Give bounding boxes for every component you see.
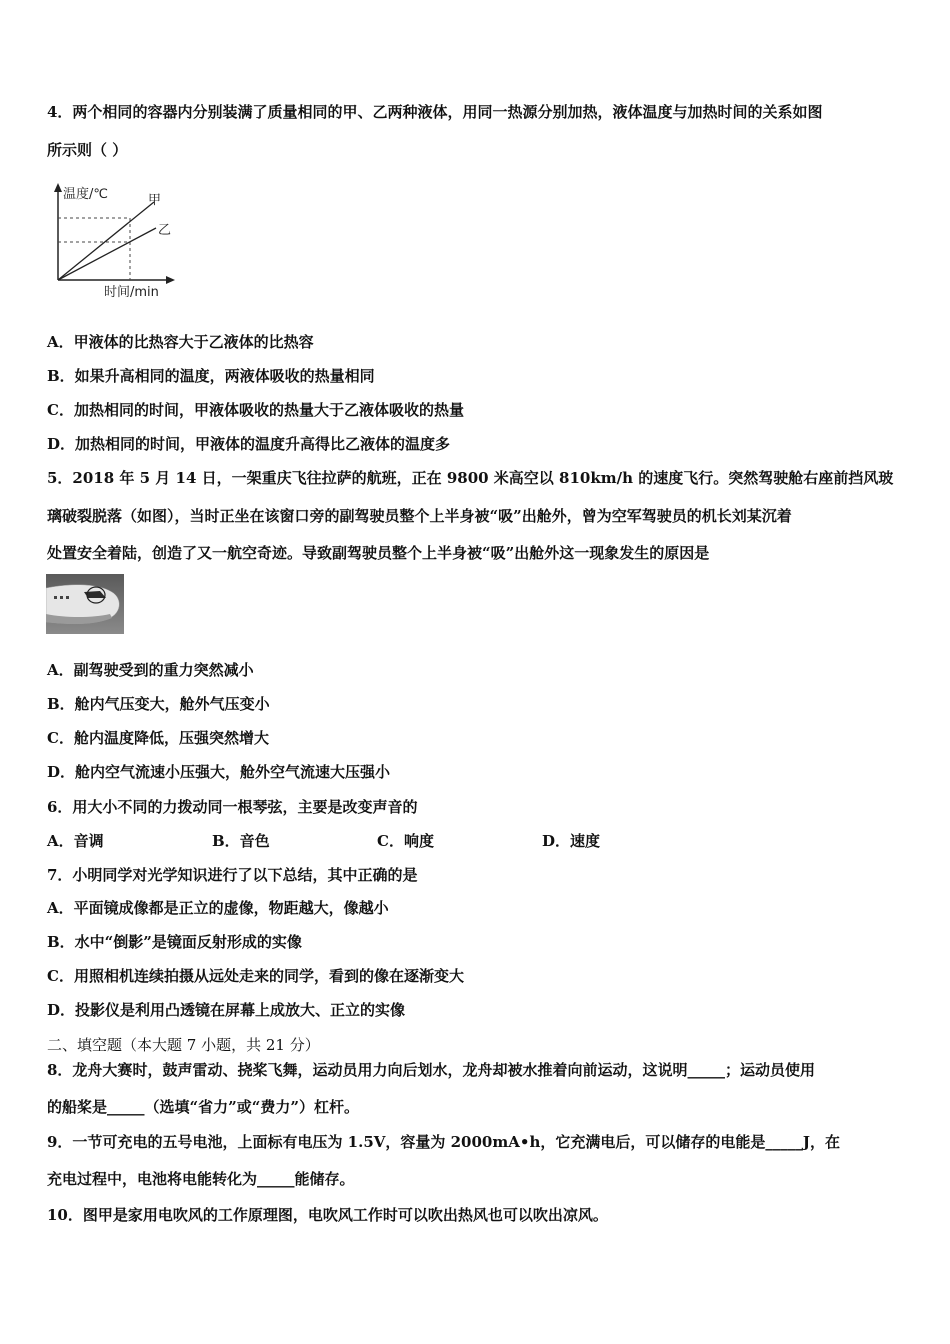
section-heading: 二、填空题（本大题 7 小题，共 21 分）: [47, 1036, 320, 1054]
q5-stem-line1: 5．2018 年 5 月 14 日，一架重庆飞往拉萨的航班，正在 9800 米高空以 810km/h 的速度飞行。突然驾驶舱右座前挡风玻: [47, 469, 894, 487]
q6-option-a: A．音调: [47, 832, 104, 850]
q7-option-a: A．平面镜成像都是正立的虚像，物距越大，像越小: [47, 899, 389, 917]
x-axis-arrow: [166, 276, 175, 284]
q7-option-b: B．水中“倒影”是镜面反射形成的实像: [47, 933, 302, 951]
q7-option-c: C．用照相机连续拍摄从远处走来的同学，看到的像在逐渐变大: [47, 967, 464, 985]
x-axis-label: 时间/min: [104, 285, 159, 300]
q8-line2: 的船桨是_____（选填“省力”或“费力”）杠杆。: [47, 1098, 360, 1116]
q9-line1: 9．一节可充电的五号电池，上面标有电压为 1.5V，容量为 2000mA•h，它充满电后，可以储存的电能是_____J，在: [47, 1133, 840, 1151]
cabin-window: [66, 596, 69, 599]
q4-option-b: B．如果升高相同的温度，两液体吸收的热量相同: [47, 367, 375, 385]
temperature-time-graph: [44, 180, 184, 300]
q4-stem-line2: 所示则（ ）: [47, 141, 128, 159]
q6-stem: 6．用大小不同的力拨动同一根琴弦，主要是改变声音的: [47, 798, 418, 816]
series-jia-label: 甲: [148, 193, 162, 208]
q5-option-b: B．舱内气压变大，舱外气压变小: [47, 695, 270, 713]
q9-line2: 充电过程中，电池将电能转化为_____能储存。: [47, 1170, 355, 1188]
y-axis-arrow: [54, 183, 62, 192]
q4-option-c: C．加热相同的时间，甲液体吸收的热量大于乙液体吸收的热量: [47, 401, 464, 419]
series-yi-line: [58, 228, 156, 280]
q10-line1: 10．图甲是家用电吹风的工作原理图，电吹风工作时可以吹出热风也可以吹出凉风。: [47, 1206, 608, 1224]
q5-stem-line3: 处置安全着陆，创造了又一航空奇迹。导致副驾驶员整个上半身被“吸”出舱外这一现象发生的原因是: [47, 544, 710, 562]
series-jia-line: [58, 202, 154, 280]
y-axis-label: 温度/℃: [63, 187, 108, 202]
q5-option-a: A．副驾驶受到的重力突然减小: [47, 661, 254, 679]
q5-option-c: C．舱内温度降低，压强突然增大: [47, 729, 269, 747]
cabin-window: [54, 596, 57, 599]
q5-stem-line2: 璃破裂脱落（如图），当时正坐在该窗口旁的副驾驶员整个上半身被“吸”出舱外，曾为空军驾驶员的机长刘某沉着: [47, 507, 792, 525]
q4-option-d: D．加热相同的时间，甲液体的温度升高得比乙液体的温度多: [47, 435, 451, 453]
q4-option-a: A．甲液体的比热容大于乙液体的比热容: [47, 333, 314, 351]
series-yi-label: 乙: [158, 223, 172, 238]
q8-line1: 8．龙舟大赛时，鼓声雷动、挠桨飞舞，运动员用力向后划水，龙舟却被水推着向前运动，这说明_____；运动员使用: [47, 1061, 815, 1079]
airplane-cockpit-photo: [46, 574, 124, 634]
q6-option-b: B．音色: [212, 832, 270, 850]
q7-stem: 7．小明同学对光学知识进行了以下总结，其中正确的是: [47, 866, 418, 884]
q6-option-d: D．速度: [542, 832, 601, 850]
cabin-window: [60, 596, 63, 599]
q6-option-c: C．响度: [377, 832, 434, 850]
q4-stem-line1: 4．两个相同的容器内分别装满了质量相同的甲、乙两种液体，用同一热源分别加热，液体温度与加热时间的关系如图: [47, 103, 823, 121]
q7-option-d: D．投影仪是利用凸透镜在屏幕上成放大、正立的实像: [47, 1001, 406, 1019]
q5-option-d: D．舱内空气流速小压强大，舱外空气流速大压强小: [47, 763, 391, 781]
